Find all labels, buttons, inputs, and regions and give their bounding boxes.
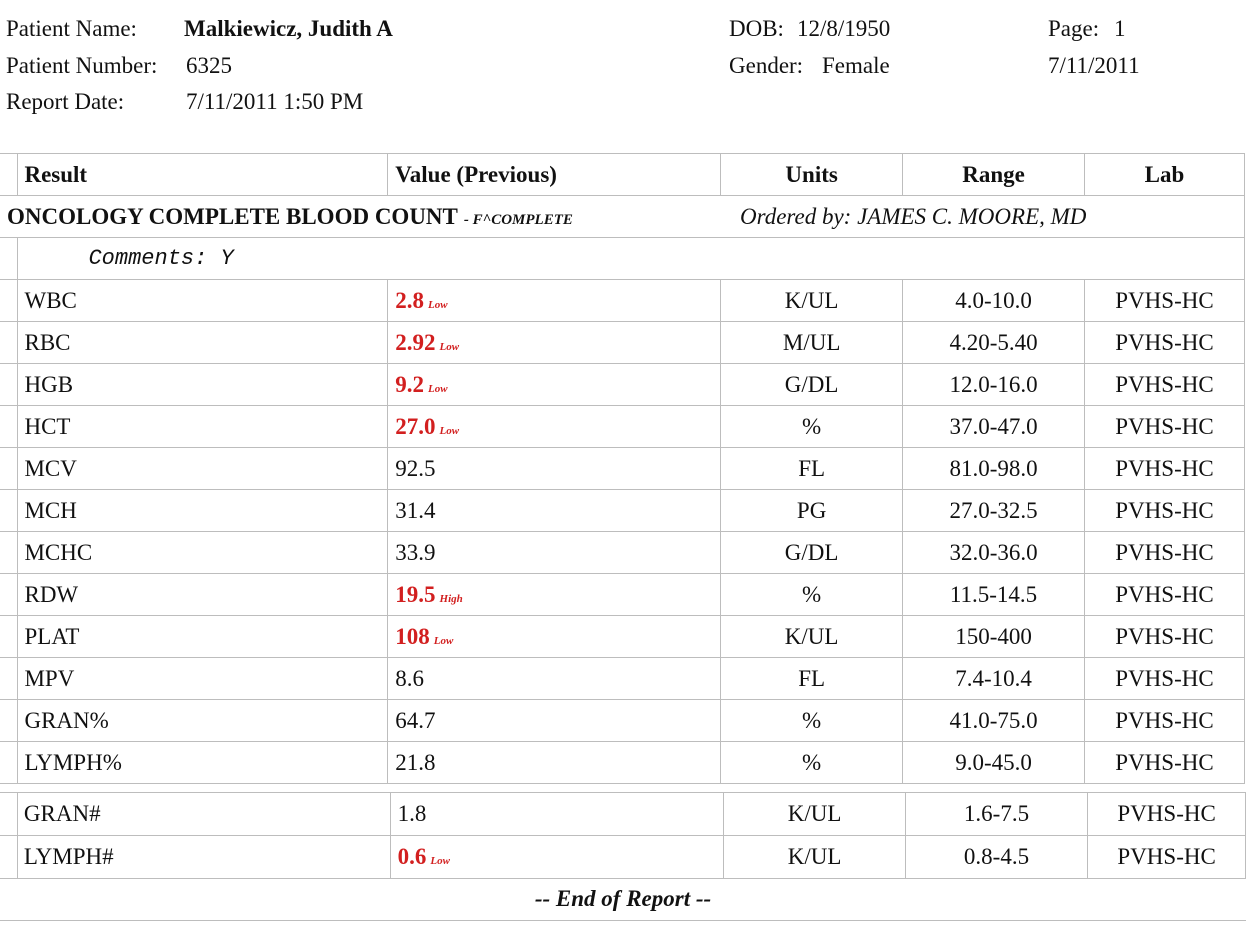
result-value (388, 322, 721, 364)
comments-row (0, 238, 1245, 280)
value-text: 2.8 (395, 287, 425, 313)
gender-label: Gender: (729, 53, 804, 78)
value-text: 8.6 (395, 665, 425, 691)
table-row (0, 490, 1245, 532)
result-range: 9.0-45.0 (903, 742, 1085, 784)
result-range: 27.0-32.5 (903, 490, 1085, 532)
table-row (0, 836, 1246, 879)
result-units: FL (721, 658, 903, 700)
result-value (388, 406, 721, 448)
value-text: 31.4 (395, 497, 436, 523)
print-date: 7/11/2011 (1048, 53, 1140, 78)
col-header-lab: Lab (1085, 154, 1245, 196)
results-table (0, 153, 1245, 784)
dob-label: DOB: (729, 16, 784, 41)
result-lab: PVHS-HC (1085, 280, 1245, 322)
row-edge (0, 574, 18, 616)
value-text: 64.7 (395, 707, 436, 733)
result-value (388, 574, 721, 616)
report-date: 7/11/2011 1:50 PM (186, 89, 364, 114)
result-range: 4.20-5.40 (903, 322, 1085, 364)
col-header-value: Value (Previous) (388, 154, 721, 196)
section-row (0, 196, 1245, 238)
result-range: 12.0-16.0 (903, 364, 1085, 406)
section-title: ONCOLOGY COMPLETE BLOOD COUNT (7, 203, 458, 229)
result-value (388, 490, 721, 532)
result-value (388, 364, 721, 406)
result-lab: PVHS-HC (1085, 700, 1245, 742)
result-name: PLAT (18, 616, 388, 658)
row-edge (0, 322, 18, 364)
patient-number: 6325 (186, 53, 232, 78)
result-value (388, 448, 721, 490)
ordered-by: Ordered by: JAMES C. MOORE, MD (740, 204, 1087, 229)
result-range: 41.0-75.0 (903, 700, 1085, 742)
result-value (388, 532, 721, 574)
table-row (0, 322, 1245, 364)
abnormal-flag: High (439, 592, 463, 605)
patient-name-label: Patient Name: (6, 16, 137, 41)
result-name: WBC (18, 280, 388, 322)
table-row (0, 700, 1245, 742)
table-row (0, 658, 1245, 700)
result-range: 0.8-4.5 (905, 836, 1087, 879)
value-text: 2.92 (395, 329, 436, 355)
result-units: PG (721, 490, 903, 532)
value-text: 1.8 (397, 801, 427, 826)
result-lab: PVHS-HC (1085, 406, 1245, 448)
value-text: 92.5 (395, 455, 436, 481)
result-units: G/DL (721, 364, 903, 406)
result-range: 1.6-7.5 (905, 793, 1087, 836)
row-edge (0, 793, 17, 836)
row-edge (0, 280, 18, 322)
result-name: RDW (18, 574, 388, 616)
result-lab: PVHS-HC (1085, 658, 1245, 700)
dob: 12/8/1950 (797, 16, 891, 41)
patient-name: Malkiewicz, Judith A (184, 16, 393, 41)
row-edge (0, 532, 18, 574)
result-lab: PVHS-HC (1085, 490, 1245, 532)
row-edge (0, 490, 18, 532)
value-text: 19.5 (395, 581, 436, 607)
result-units: K/UL (721, 616, 903, 658)
table-row (0, 532, 1245, 574)
result-value (388, 742, 721, 784)
result-lab: PVHS-HC (1085, 448, 1245, 490)
table-header-row (0, 154, 1245, 196)
result-units: K/UL (724, 793, 905, 836)
table-row (0, 280, 1245, 322)
result-lab: PVHS-HC (1085, 532, 1245, 574)
table-row (0, 406, 1245, 448)
result-value (390, 793, 724, 836)
row-edge (0, 364, 18, 406)
result-value (388, 280, 721, 322)
result-units: K/UL (721, 280, 903, 322)
col-header-range: Range (903, 154, 1085, 196)
result-range: 37.0-47.0 (903, 406, 1085, 448)
row-edge (0, 836, 17, 879)
result-lab: PVHS-HC (1088, 793, 1246, 836)
result-units: K/UL (724, 836, 905, 879)
row-edge (0, 406, 18, 448)
result-lab: PVHS-HC (1085, 742, 1245, 784)
page-number: 1 (1114, 16, 1126, 41)
result-value (388, 658, 721, 700)
result-value (388, 616, 721, 658)
value-text: 0.6 (397, 844, 427, 869)
result-range: 32.0-36.0 (903, 532, 1085, 574)
table-row (0, 574, 1245, 616)
table-row (0, 742, 1245, 784)
table-row (0, 364, 1245, 406)
result-range: 81.0-98.0 (903, 448, 1085, 490)
result-lab: PVHS-HC (1088, 836, 1246, 879)
page-label: Page: (1048, 16, 1100, 41)
result-range: 11.5-14.5 (903, 574, 1085, 616)
end-of-report: -- End of Report -- (0, 878, 1246, 921)
result-lab: PVHS-HC (1085, 574, 1245, 616)
abnormal-flag: Low (430, 855, 450, 867)
result-units: % (721, 742, 903, 784)
row-edge (0, 616, 18, 658)
result-units: M/UL (721, 322, 903, 364)
comments-text: Comments: Y (18, 238, 1245, 280)
results-table-continued (0, 792, 1246, 879)
result-name: MPV (18, 658, 388, 700)
result-units: G/DL (721, 532, 903, 574)
result-range: 7.4-10.4 (903, 658, 1085, 700)
table-row (0, 616, 1245, 658)
result-name: RBC (18, 322, 388, 364)
result-name: GRAN# (17, 793, 390, 836)
result-units: % (721, 700, 903, 742)
result-name: MCV (18, 448, 388, 490)
result-units: % (721, 406, 903, 448)
result-range: 150-400 (903, 616, 1085, 658)
value-text: 27.0 (395, 413, 436, 439)
result-value (388, 700, 721, 742)
row-edge (0, 742, 18, 784)
abnormal-flag: Low (439, 424, 460, 437)
section-code: - F^COMPLETE (463, 211, 573, 228)
result-range: 4.0-10.0 (903, 280, 1085, 322)
value-text: 21.8 (395, 749, 436, 775)
report-date-label: Report Date: (6, 89, 125, 114)
value-text: 9.2 (395, 371, 425, 397)
abnormal-flag: Low (439, 340, 460, 353)
value-text: 108 (395, 623, 430, 649)
col-header-result: Result (18, 154, 388, 196)
result-lab: PVHS-HC (1085, 322, 1245, 364)
row-edge (0, 448, 18, 490)
gender: Female (822, 53, 890, 78)
table-row (0, 448, 1245, 490)
row-edge (0, 658, 18, 700)
value-text: 33.9 (395, 539, 436, 565)
patient-number-label: Patient Number: (6, 53, 158, 78)
result-name: MCHC (18, 532, 388, 574)
result-name: LYMPH# (17, 836, 390, 879)
result-lab: PVHS-HC (1085, 364, 1245, 406)
abnormal-flag: Low (428, 382, 448, 395)
row-edge (0, 700, 18, 742)
table-row (0, 793, 1246, 836)
result-name: MCH (18, 490, 388, 532)
abnormal-flag: Low (433, 634, 454, 647)
result-name: GRAN% (18, 700, 388, 742)
result-name: LYMPH% (18, 742, 388, 784)
result-lab: PVHS-HC (1085, 616, 1245, 658)
result-units: % (721, 574, 903, 616)
result-value (390, 836, 724, 879)
result-name: HCT (18, 406, 388, 448)
abnormal-flag: Low (428, 298, 448, 311)
col-header-units: Units (721, 154, 903, 196)
result-name: HGB (18, 364, 388, 406)
result-units: FL (721, 448, 903, 490)
